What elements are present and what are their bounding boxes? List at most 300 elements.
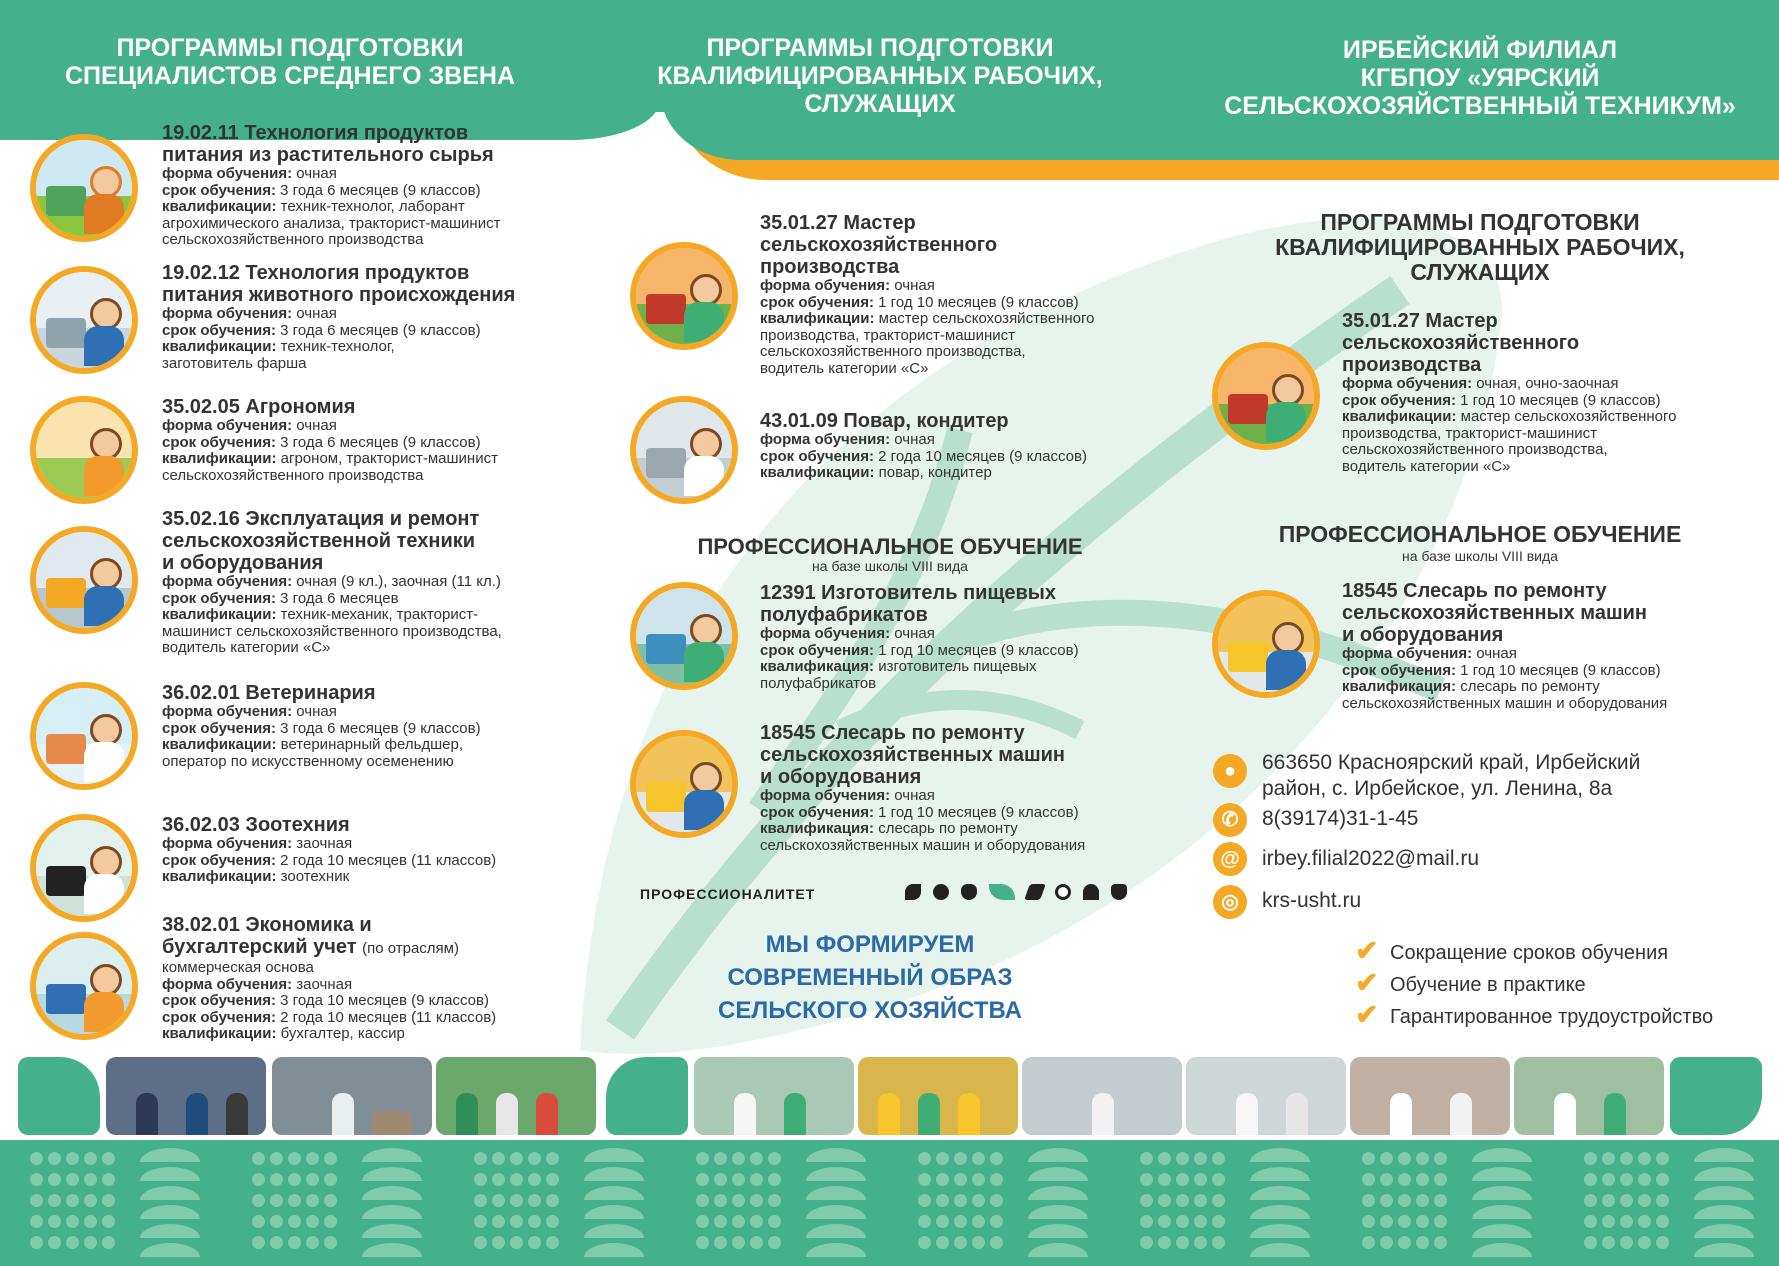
pattern-dot bbox=[1416, 1152, 1429, 1165]
pattern-dot bbox=[1140, 1173, 1153, 1186]
header-col3-title bbox=[1190, 36, 1770, 120]
photo-food-prep bbox=[1350, 1057, 1510, 1135]
pattern-dot bbox=[1380, 1215, 1393, 1228]
pattern-chevron bbox=[362, 1148, 422, 1162]
program-term: срок обучения: 1 год 10 месяцев (9 классов) bbox=[1342, 391, 1661, 409]
pattern-dot bbox=[102, 1173, 115, 1186]
header-col2-line3: СЛУЖАЩИХ bbox=[804, 90, 956, 118]
pattern-dot bbox=[252, 1236, 265, 1249]
pattern-dot bbox=[918, 1152, 931, 1165]
pattern-dot bbox=[546, 1152, 559, 1165]
pattern-chevron bbox=[1472, 1186, 1532, 1200]
photo-microscope bbox=[1022, 1057, 1182, 1135]
pattern-dot bbox=[306, 1173, 319, 1186]
pattern-dot bbox=[1584, 1173, 1597, 1186]
mechanic-icon bbox=[30, 526, 138, 634]
pattern-dot bbox=[324, 1152, 337, 1165]
pattern-chevron bbox=[1028, 1148, 1088, 1162]
pattern-dot bbox=[954, 1215, 967, 1228]
program-title: 43.01.09 Повар, кондитер bbox=[760, 410, 1009, 432]
photo-lab-kitchen bbox=[1186, 1057, 1346, 1135]
benefit-2: Обучение в практике bbox=[1390, 974, 1586, 996]
program-form: форма обучения: очная bbox=[162, 417, 337, 434]
pattern-dot bbox=[1638, 1215, 1651, 1228]
pattern-dot bbox=[1176, 1236, 1189, 1249]
program-term: срок обучения: 1 год 10 месяцев (9 классов) bbox=[760, 293, 1079, 311]
pattern-dot bbox=[696, 1152, 709, 1165]
pattern-dot bbox=[1212, 1236, 1225, 1249]
pattern-chevron bbox=[806, 1148, 866, 1162]
pattern-dot bbox=[48, 1194, 61, 1207]
pattern-dot bbox=[750, 1173, 763, 1186]
web-globe-icon: ◎ bbox=[1213, 885, 1247, 919]
pattern-chevron bbox=[362, 1167, 422, 1181]
header-col3-line2: КГБПОУ «УЯРСКИЙ bbox=[1360, 64, 1600, 92]
pattern-chevron bbox=[1694, 1148, 1754, 1162]
program-form: форма обучения: очная (9 кл.), заочная (11 кл.) bbox=[162, 573, 501, 590]
pattern-chevron bbox=[584, 1167, 644, 1181]
pattern-dot bbox=[1176, 1194, 1189, 1207]
pattern-chevron bbox=[1694, 1167, 1754, 1181]
pattern-dot bbox=[1656, 1215, 1669, 1228]
pattern-dot bbox=[306, 1152, 319, 1165]
pattern-dot bbox=[306, 1215, 319, 1228]
pattern-dot bbox=[918, 1236, 931, 1249]
program-title: 35.01.27 Мастер сельскохозяйственного производства bbox=[1342, 310, 1580, 376]
pattern-chevron bbox=[806, 1186, 866, 1200]
pattern-chevron bbox=[1694, 1243, 1754, 1257]
pattern-dot bbox=[1602, 1215, 1615, 1228]
pattern-dot bbox=[84, 1173, 97, 1186]
pattern-dot bbox=[750, 1215, 763, 1228]
pattern-dot bbox=[1398, 1194, 1411, 1207]
zootechnician-icon bbox=[30, 814, 138, 922]
pattern-dot bbox=[696, 1173, 709, 1186]
program-form: форма обучения: очная bbox=[760, 431, 935, 448]
pattern-dot bbox=[492, 1152, 505, 1165]
program-title: 18545 Слесарь по ремонту сельскохозяйственных машин и оборудования bbox=[1342, 580, 1648, 646]
veterinarian-icon bbox=[30, 682, 138, 790]
pattern-dot bbox=[1434, 1152, 1447, 1165]
photo-strip-accent-left bbox=[18, 1057, 100, 1135]
pattern-dot bbox=[84, 1194, 97, 1207]
pattern-chevron bbox=[1472, 1148, 1532, 1162]
program-form: форма обучения: очная bbox=[1342, 645, 1517, 662]
pattern-dot bbox=[1620, 1236, 1633, 1249]
pattern-dot bbox=[936, 1194, 949, 1207]
mid-prof-title: ПРОФЕССИОНАЛЬНОЕ ОБУЧЕНИЕ bbox=[697, 534, 1083, 559]
pattern-dot bbox=[1656, 1236, 1669, 1249]
check-icon: ✔ bbox=[1355, 999, 1379, 1030]
pattern-dot bbox=[528, 1152, 541, 1165]
program-title: 35.01.27 Мастер сельскохозяйственного производства bbox=[760, 212, 998, 278]
pattern-dot bbox=[1434, 1194, 1447, 1207]
pattern-chevron bbox=[362, 1224, 422, 1238]
pattern-dot bbox=[1620, 1194, 1633, 1207]
pattern-dot bbox=[30, 1173, 43, 1186]
pattern-chevron bbox=[584, 1205, 644, 1219]
pattern-dot bbox=[1620, 1152, 1633, 1165]
pattern-dot bbox=[102, 1152, 115, 1165]
pattern-dot bbox=[1434, 1236, 1447, 1249]
pattern-dot bbox=[270, 1152, 283, 1165]
pattern-chevron bbox=[362, 1205, 422, 1219]
pattern-dot bbox=[84, 1236, 97, 1249]
pattern-chevron bbox=[1250, 1243, 1310, 1257]
location-pin-icon: ● bbox=[1213, 754, 1247, 788]
program-term: срок обучения: 3 года 6 месяцев (9 классов) bbox=[162, 719, 481, 737]
email-icon: @ bbox=[1213, 842, 1247, 876]
pattern-dot bbox=[1140, 1236, 1153, 1249]
pattern-chevron bbox=[1250, 1148, 1310, 1162]
program-note: коммерческая основа bbox=[162, 959, 314, 976]
pattern-dot bbox=[1176, 1173, 1189, 1186]
program-qual: квалификации: агроном, тракторист-машинист сельскохозяйственного производства bbox=[162, 450, 498, 484]
pattern-dot bbox=[66, 1236, 79, 1249]
pattern-dot bbox=[696, 1236, 709, 1249]
pattern-dot bbox=[528, 1215, 541, 1228]
right-prof-title: ПРОФЕССИОНАЛЬНОЕ ОБУЧЕНИЕ bbox=[1278, 521, 1682, 547]
pattern-dot bbox=[1362, 1173, 1375, 1186]
pattern-chevron bbox=[140, 1243, 200, 1257]
pattern-dot bbox=[1584, 1236, 1597, 1249]
program-term: срок обучения: 2 года 10 месяцев (9 классов) bbox=[760, 447, 1087, 465]
pattern-dot bbox=[252, 1173, 265, 1186]
pattern-dot bbox=[954, 1173, 967, 1186]
program-term-2: срок обучения: 2 года 10 месяцев (11 классов) bbox=[162, 1008, 497, 1026]
pattern-dot bbox=[30, 1194, 43, 1207]
pattern-chevron bbox=[140, 1148, 200, 1162]
pattern-dot bbox=[528, 1194, 541, 1207]
pattern-dot bbox=[324, 1236, 337, 1249]
pattern-dot bbox=[918, 1173, 931, 1186]
pattern-dot bbox=[1434, 1173, 1447, 1186]
pattern-dot bbox=[270, 1215, 283, 1228]
pattern-chevron bbox=[806, 1224, 866, 1238]
program-term: срок обучения: 3 года 6 месяцев (9 классов) bbox=[162, 433, 481, 451]
pattern-dot bbox=[1584, 1215, 1597, 1228]
contact-email-link[interactable]: irbey.filial2022@mail.ru bbox=[1262, 847, 1480, 870]
pattern-dot bbox=[30, 1152, 43, 1165]
pattern-chevron bbox=[140, 1167, 200, 1181]
pattern-dot bbox=[1158, 1236, 1171, 1249]
pattern-chevron bbox=[1694, 1224, 1754, 1238]
pattern-dot bbox=[1176, 1215, 1189, 1228]
slogan: МЫ ФОРМИРУЕМ СОВРЕМЕННЫЙ ОБРАЗ СЕЛЬСКОГО ХОЗЯЙСТВА bbox=[718, 931, 1022, 1024]
header-col1-line1: ПРОГРАММЫ ПОДГОТОВКИ bbox=[116, 34, 464, 62]
pattern-chevron bbox=[1472, 1224, 1532, 1238]
program-qual: квалификации: зоотехник bbox=[162, 868, 350, 885]
pattern-dot bbox=[1398, 1152, 1411, 1165]
pattern-dot bbox=[954, 1236, 967, 1249]
pattern-dot bbox=[750, 1236, 763, 1249]
pattern-dot bbox=[1212, 1152, 1225, 1165]
pattern-dot bbox=[990, 1152, 1003, 1165]
pattern-dot bbox=[66, 1173, 79, 1186]
program-qual: квалификации: мастер сельскохозяйственного производства, тракторист-машинист сельскохозяйственного производства, водитель категории «С» bbox=[1342, 408, 1677, 475]
pattern-dot bbox=[66, 1215, 79, 1228]
pattern-dot bbox=[492, 1236, 505, 1249]
program-qual: квалификации: техник-технолог, заготовитель фарша bbox=[162, 338, 395, 372]
pattern-dot bbox=[768, 1215, 781, 1228]
pattern-dot bbox=[288, 1152, 301, 1165]
header-col1-line2: СПЕЦИАЛИСТОВ СРЕДНЕГО ЗВЕНА bbox=[65, 62, 515, 90]
photo-vet-dog bbox=[272, 1057, 432, 1135]
pattern-dot bbox=[990, 1215, 1003, 1228]
pattern-chevron bbox=[806, 1167, 866, 1181]
pattern-dot bbox=[528, 1236, 541, 1249]
pattern-dot bbox=[288, 1236, 301, 1249]
pattern-dot bbox=[528, 1173, 541, 1186]
pattern-dot bbox=[474, 1215, 487, 1228]
pattern-dot bbox=[1602, 1152, 1615, 1165]
pattern-dot bbox=[1362, 1152, 1375, 1165]
program-form: форма обучения: очная bbox=[760, 625, 935, 642]
program-qual: квалификации: техник-механик, тракторист- машинист сельскохозяйственного производства, водитель категории «С» bbox=[162, 606, 502, 656]
benefit-1: Сокращение сроков обучения bbox=[1390, 942, 1669, 964]
pattern-dot bbox=[732, 1194, 745, 1207]
pattern-dot bbox=[48, 1152, 61, 1165]
pattern-dot bbox=[270, 1194, 283, 1207]
pattern-dot bbox=[1398, 1215, 1411, 1228]
pattern-dot bbox=[936, 1236, 949, 1249]
pattern-dot bbox=[102, 1194, 115, 1207]
pattern-dot bbox=[696, 1194, 709, 1207]
program-term: срок обучения: 1 год 10 месяцев (9 классов) bbox=[1342, 661, 1661, 679]
pattern-dot bbox=[66, 1152, 79, 1165]
program-form: форма обучения: заочная bbox=[162, 975, 353, 993]
pattern-dot bbox=[492, 1173, 505, 1186]
pattern-dot bbox=[324, 1194, 337, 1207]
pattern-dot bbox=[1380, 1194, 1393, 1207]
pattern-dot bbox=[1656, 1194, 1669, 1207]
pattern-chevron bbox=[362, 1243, 422, 1257]
pattern-dot bbox=[936, 1173, 949, 1186]
pattern-dot bbox=[1212, 1215, 1225, 1228]
program-title: 19.02.12 Технология продуктов питания животного происхождения bbox=[162, 262, 516, 306]
program-qual: квалификация: изготовитель пищевых полуфабрикатов bbox=[760, 658, 1037, 692]
pattern-dot bbox=[918, 1215, 931, 1228]
pattern-dot bbox=[324, 1215, 337, 1228]
pattern-chevron bbox=[1472, 1167, 1532, 1181]
greenhouse-worker-icon bbox=[30, 134, 138, 242]
pattern-dot bbox=[48, 1173, 61, 1186]
pattern-dot bbox=[30, 1236, 43, 1249]
pattern-dot bbox=[1194, 1236, 1207, 1249]
meat-processing-icon bbox=[30, 266, 138, 374]
pattern-dot bbox=[1416, 1173, 1429, 1186]
pattern-dot bbox=[732, 1173, 745, 1186]
pattern-dot bbox=[1158, 1173, 1171, 1186]
program-form: форма обучения: очная bbox=[162, 703, 337, 720]
pattern-dot bbox=[1362, 1236, 1375, 1249]
program-qual: квалификация: слесарь по ремонту сельскохозяйственных машин и оборудования bbox=[1342, 678, 1668, 712]
pattern-dot bbox=[1398, 1173, 1411, 1186]
pattern-chevron bbox=[362, 1186, 422, 1200]
professionalitet-icons bbox=[905, 884, 1139, 905]
pattern-dot bbox=[936, 1215, 949, 1228]
pattern-dot bbox=[1176, 1152, 1189, 1165]
pattern-dot bbox=[1212, 1194, 1225, 1207]
pattern-dot bbox=[546, 1215, 559, 1228]
program-qual: квалификации: техник-технолог, лаборант агрохимического анализа, тракторист-машинист сельскохозяйственного производства bbox=[162, 198, 501, 248]
professionalitet-logo: ПРОФЕССИОНАЛИТЕТ bbox=[640, 886, 816, 902]
photo-group-yellow bbox=[858, 1057, 1018, 1135]
pattern-dot bbox=[972, 1173, 985, 1186]
pattern-dot bbox=[510, 1194, 523, 1207]
pattern-chevron bbox=[1250, 1167, 1310, 1181]
program-form: форма обучения: очная bbox=[162, 305, 337, 322]
pattern-chevron bbox=[1250, 1205, 1310, 1219]
pattern-dot bbox=[1158, 1215, 1171, 1228]
pattern-dot bbox=[1158, 1194, 1171, 1207]
program-term: срок обучения: 1 год 10 месяцев (9 классов) bbox=[760, 803, 1079, 821]
pattern-dot bbox=[714, 1194, 727, 1207]
program-term: срок обучения: 3 года 6 месяцев bbox=[162, 589, 399, 607]
pattern-chevron bbox=[584, 1186, 644, 1200]
pattern-chevron bbox=[1250, 1224, 1310, 1238]
pattern-dot bbox=[84, 1152, 97, 1165]
pattern-dot bbox=[546, 1236, 559, 1249]
pattern-dot bbox=[918, 1194, 931, 1207]
phone-icon: ✆ bbox=[1213, 803, 1247, 837]
pattern-dot bbox=[972, 1152, 985, 1165]
pattern-dot bbox=[732, 1236, 745, 1249]
pattern-dot bbox=[972, 1194, 985, 1207]
pattern-dot bbox=[1416, 1236, 1429, 1249]
pattern-dot bbox=[1194, 1152, 1207, 1165]
pattern-dot bbox=[48, 1236, 61, 1249]
pattern-chevron bbox=[140, 1186, 200, 1200]
cook-icon bbox=[630, 396, 738, 504]
right-prof-subtitle: на базе школы VIII вида bbox=[1402, 548, 1558, 564]
program-title: 18545 Слесарь по ремонту сельскохозяйственных машин и оборудования bbox=[760, 722, 1066, 788]
pattern-dot bbox=[768, 1194, 781, 1207]
pattern-dot bbox=[474, 1152, 487, 1165]
pattern-dot bbox=[48, 1215, 61, 1228]
pattern-dot bbox=[510, 1236, 523, 1249]
pattern-dot bbox=[252, 1194, 265, 1207]
pattern-dot bbox=[1194, 1215, 1207, 1228]
contact-phone: 8(39174)31-1-45 bbox=[1262, 807, 1419, 830]
header-col1-title bbox=[40, 34, 540, 90]
pattern-chevron bbox=[1028, 1243, 1088, 1257]
pattern-dot bbox=[936, 1152, 949, 1165]
header-col2-line2: КВАЛИФИЦИРОВАННЫХ РАБОЧИХ, bbox=[657, 62, 1103, 90]
pattern-dot bbox=[1638, 1236, 1651, 1249]
pattern-chevron bbox=[806, 1205, 866, 1219]
header-col3-line1: ИРБЕЙСКИЙ ФИЛИАЛ bbox=[1342, 36, 1618, 64]
farm-master-icon bbox=[630, 242, 738, 350]
photo-cooking-class bbox=[694, 1057, 854, 1135]
pattern-dot bbox=[1140, 1152, 1153, 1165]
pattern-dot bbox=[954, 1194, 967, 1207]
pattern-chevron bbox=[1472, 1243, 1532, 1257]
pattern-dot bbox=[1638, 1173, 1651, 1186]
pattern-dot bbox=[1416, 1194, 1429, 1207]
program-title: 35.02.16 Эксплуатация и ремонт сельскохозяйственной техники и оборудования bbox=[162, 508, 480, 574]
farm-master-icon bbox=[1212, 342, 1320, 450]
program-term: срок обучения: 3 года 6 месяцев (9 классов) bbox=[162, 181, 481, 199]
program-form: форма обучения: очная, очно-заочная bbox=[1342, 375, 1619, 392]
pattern-dot bbox=[324, 1173, 337, 1186]
pattern-dot bbox=[990, 1173, 1003, 1186]
program-title: 36.02.03 Зоотехния bbox=[162, 814, 350, 836]
pattern-chevron bbox=[1472, 1205, 1532, 1219]
pattern-dot bbox=[66, 1194, 79, 1207]
bottom-pattern-band bbox=[0, 1140, 1779, 1266]
contact-site-link[interactable]: krs-usht.ru bbox=[1262, 889, 1362, 912]
pattern-dot bbox=[1398, 1236, 1411, 1249]
program-title: 12391 Изготовитель пищевых полуфабрикатов bbox=[760, 582, 1056, 626]
pattern-dot bbox=[1212, 1173, 1225, 1186]
pattern-dot bbox=[102, 1236, 115, 1249]
program-qual: квалификации: повар, кондитер bbox=[760, 464, 992, 481]
pattern-dot bbox=[1656, 1152, 1669, 1165]
pattern-chevron bbox=[584, 1243, 644, 1257]
pattern-dot bbox=[1140, 1215, 1153, 1228]
pattern-dot bbox=[714, 1173, 727, 1186]
pattern-dot bbox=[990, 1194, 1003, 1207]
check-icon: ✔ bbox=[1355, 967, 1379, 998]
program-form: форма обучения: очная bbox=[760, 277, 935, 294]
pattern-dot bbox=[1194, 1194, 1207, 1207]
pattern-dot bbox=[732, 1152, 745, 1165]
pattern-dot bbox=[714, 1236, 727, 1249]
pattern-dot bbox=[1434, 1215, 1447, 1228]
program-term: срок обучения: 2 года 10 месяцев (11 классов) bbox=[162, 851, 497, 869]
pattern-dot bbox=[102, 1215, 115, 1228]
header-col2-title bbox=[620, 34, 1140, 118]
header-col3-line3: СЕЛЬСКОХОЗЯЙСТВЕННЫЙ ТЕХНИКУМ» bbox=[1224, 92, 1736, 120]
pattern-dot bbox=[1362, 1215, 1375, 1228]
program-qual: квалификации: ветеринарный фельдшер, оператор по искусственному осеменению bbox=[162, 736, 464, 770]
pattern-dot bbox=[1638, 1152, 1651, 1165]
pattern-dot bbox=[510, 1215, 523, 1228]
pattern-dot bbox=[270, 1173, 283, 1186]
pattern-dot bbox=[288, 1194, 301, 1207]
program-term: срок обучения: 1 год 10 месяцев (9 классов) bbox=[760, 641, 1079, 659]
pattern-dot bbox=[306, 1236, 319, 1249]
pattern-dot bbox=[1602, 1173, 1615, 1186]
pattern-dot bbox=[474, 1173, 487, 1186]
pattern-chevron bbox=[140, 1224, 200, 1238]
program-form: форма обучения: очная bbox=[760, 787, 935, 804]
pattern-dot bbox=[696, 1215, 709, 1228]
photo-strip-accent-mid bbox=[606, 1057, 688, 1135]
photo-strip-accent-right bbox=[1670, 1057, 1762, 1135]
pattern-dot bbox=[990, 1236, 1003, 1249]
pattern-dot bbox=[954, 1152, 967, 1165]
check-icon: ✔ bbox=[1355, 935, 1379, 966]
pattern-dot bbox=[510, 1173, 523, 1186]
pattern-chevron bbox=[1028, 1224, 1088, 1238]
pattern-dot bbox=[768, 1152, 781, 1165]
photo-tractor-group bbox=[436, 1057, 596, 1135]
pattern-dot bbox=[1140, 1194, 1153, 1207]
pattern-dot bbox=[546, 1194, 559, 1207]
pattern-dot bbox=[972, 1236, 985, 1249]
program-title: 35.02.05 Агрономия bbox=[162, 396, 356, 418]
program-form: форма обучения: очная bbox=[162, 165, 337, 182]
photo-students-repair bbox=[106, 1057, 266, 1135]
pattern-dot bbox=[1638, 1194, 1651, 1207]
benefit-3: Гарантированное трудоустройство bbox=[1390, 1006, 1714, 1028]
pattern-dot bbox=[1362, 1194, 1375, 1207]
contact-address: 663650 Красноярский край, Ирбейский район, с. Ирбейское, ул. Ленина, 8а bbox=[1262, 751, 1641, 800]
pattern-dot bbox=[1380, 1152, 1393, 1165]
pattern-chevron bbox=[140, 1205, 200, 1219]
